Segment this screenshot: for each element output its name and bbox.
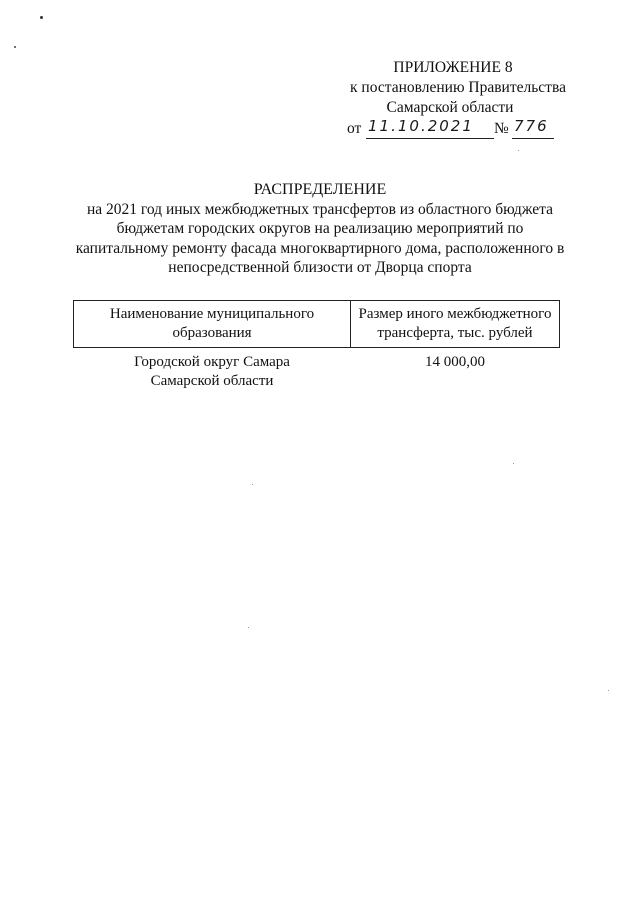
municipality-line: Городской округ Самара (134, 354, 290, 370)
scan-speck (14, 46, 16, 48)
municipality-cell (74, 348, 351, 397)
region-name: Самарской области (386, 99, 514, 116)
annex-label: ПРИЛОЖЕНИЕ 8 (393, 59, 513, 76)
title-block (60, 180, 580, 278)
column-header-amount (351, 301, 560, 348)
scan-speck (248, 627, 249, 628)
handwritten-date: 11.10.2021 (368, 117, 474, 135)
subtitle-line: капитальному ремонту фасада многоквартирного дома, расположенного в (75, 239, 565, 257)
subtitle-line: бюджетам городских округов на реализацию мероприятий по (116, 220, 524, 237)
scan-speck (608, 690, 609, 691)
table-row (74, 348, 560, 397)
scan-speck (518, 150, 519, 151)
column-header-line: Наименование муниципального (109, 306, 315, 322)
date-number-line (300, 119, 600, 141)
table-header-row (74, 301, 560, 348)
number-prefix: № (494, 120, 509, 137)
scan-speck (252, 484, 253, 485)
distribution-table (73, 300, 560, 396)
subtitle-line: непосредственной близости от Дворца спорта (168, 259, 472, 276)
scan-speck (513, 463, 514, 464)
column-header-line: Размер иного межбюджетного (358, 306, 552, 322)
resolution-reference: к постановлению Правительства (350, 79, 566, 96)
column-header-municipality (74, 301, 351, 348)
amount-cell: 14 000,00 (425, 354, 485, 370)
date-underline (366, 138, 494, 139)
handwritten-number: 776 (514, 117, 549, 135)
municipality-line: Самарской области (150, 373, 274, 389)
document-title: РАСПРЕДЕЛЕНИЕ (253, 181, 387, 198)
subtitle-line: на 2021 год иных межбюджетных трансфертов из областного бюджета (86, 200, 554, 218)
scan-speck (40, 16, 43, 19)
column-header-line: трансферта, тыс. рублей (377, 325, 533, 341)
number-underline (512, 138, 554, 139)
date-prefix: от (347, 120, 362, 137)
annex-header (300, 58, 600, 141)
column-header-line: образования (172, 325, 252, 341)
